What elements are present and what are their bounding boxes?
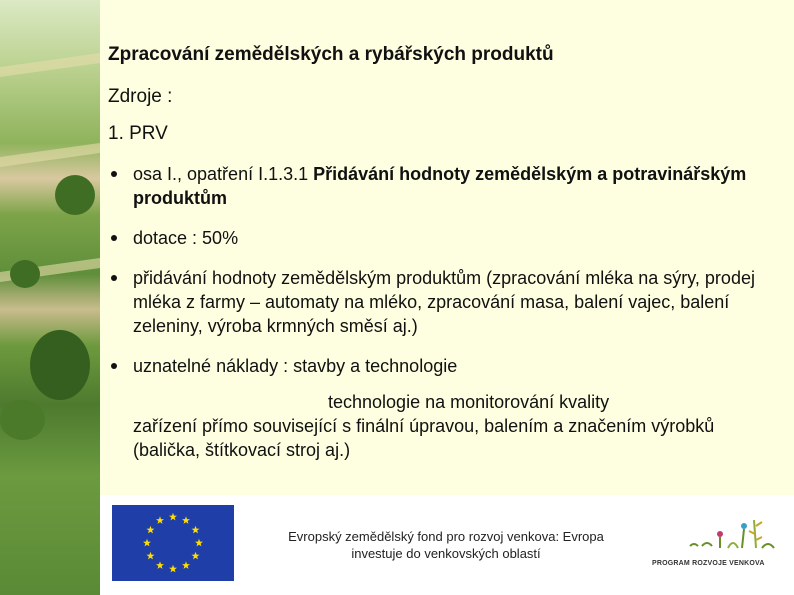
slide-title: Zpracování zemědělských a rybářských produktů [108, 44, 554, 65]
program-rozvoje-venkova-logo [642, 512, 782, 582]
eu-star-icon [156, 561, 164, 569]
eu-flag-icon [112, 505, 234, 581]
footer-caption-line2: investuje do venkovských oblastí [351, 546, 541, 561]
eu-star-icon [156, 516, 164, 524]
continuation-first-line: technologie na monitorování kvality [328, 392, 610, 412]
eu-star-icon [146, 526, 154, 534]
eu-star-icon [169, 513, 177, 521]
continuation-text [133, 390, 763, 462]
bullet-value-adding [108, 266, 768, 338]
bullet-list [108, 162, 768, 378]
eu-star-icon [182, 561, 190, 569]
eu-star-icon [195, 539, 203, 547]
footer-caption [258, 528, 634, 562]
eu-star-icon [143, 539, 151, 547]
bullet-subsidy-text: dotace : 50% [133, 228, 239, 248]
eu-star-icon [146, 552, 154, 560]
eu-star-icon [169, 565, 177, 573]
program-heading: 1. PRV [108, 123, 168, 144]
bullet-eligible-costs [108, 354, 768, 378]
bullet-axis-text: osa I., opatření I.1.3.1 [133, 164, 314, 184]
continuation-rest: zařízení přímo související s finální úpravou, balením a značením výrobků (balička, štítkovací stroj aj.) [133, 416, 715, 460]
bullet-axis [108, 162, 768, 210]
bullet-eligible-costs-text: uznatelné náklady : stavby a technologie [133, 356, 458, 376]
landscape-photo [0, 0, 100, 595]
eu-star-icon [192, 552, 200, 560]
footer-caption-line1: Evropský zemědělský fond pro rozvoj venkova: Evropa [288, 529, 604, 544]
sources-label: Zdroje : [108, 86, 173, 107]
eu-star-icon [182, 516, 190, 524]
bullet-axis-bold: Přidávání hodnoty zemědělským a potravinářským produktům [133, 164, 747, 208]
eu-star-icon [192, 526, 200, 534]
bullet-value-adding-text: přidávání hodnoty zemědělským produktům (zpracování mléka na sýry, prodej mléka z farmy – automaty na mléko, zpracování masa, balení vajec, balení zeleniny, výroba krmných směsí aj.) [133, 268, 755, 336]
bullet-subsidy [108, 226, 768, 250]
program-logo-text: PROGRAM ROZVOJE VENKOVA [652, 560, 765, 567]
